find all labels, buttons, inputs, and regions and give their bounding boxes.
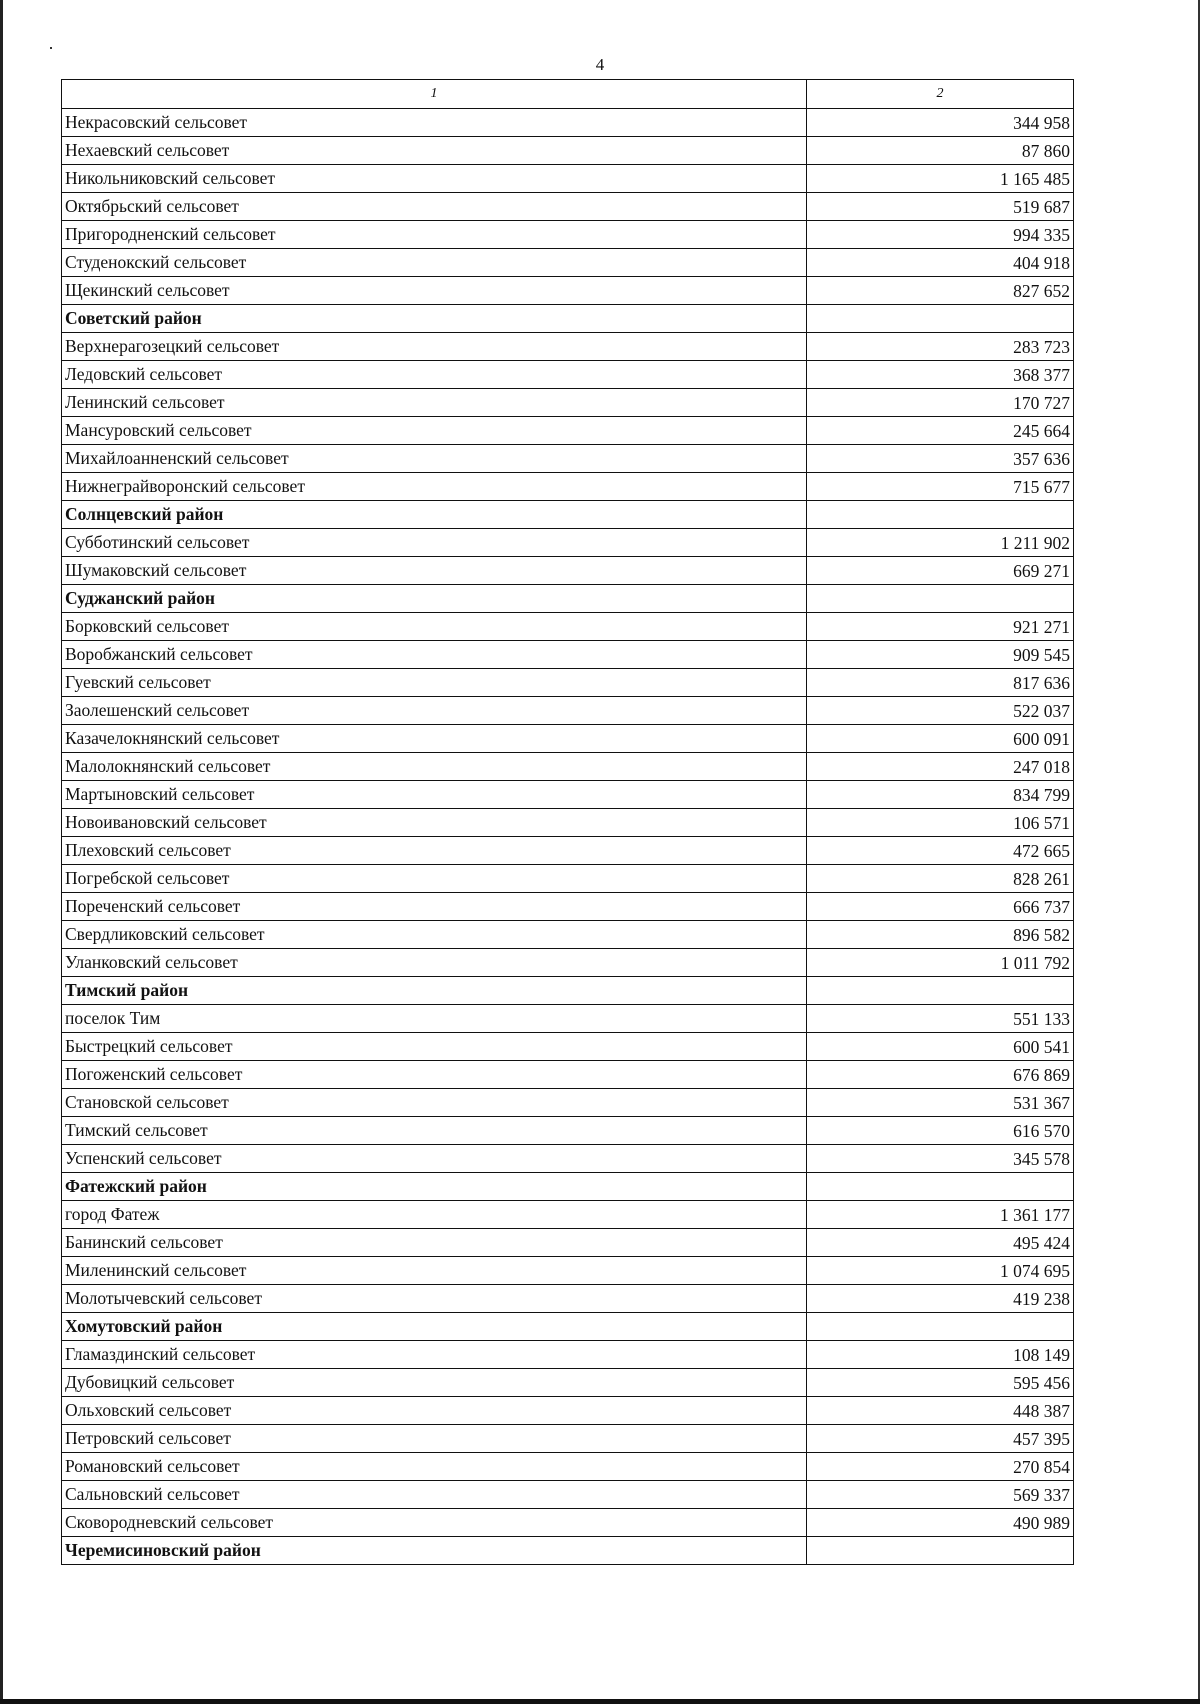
district-name: Советский район [62, 305, 807, 333]
table-row [62, 809, 1074, 837]
municipality-name: Молотычевский сельсовет [62, 1285, 807, 1313]
table-row [62, 669, 1074, 697]
municipality-name: Верхнерагозецкий сельсовет [62, 333, 807, 361]
municipality-name: Ольховский сельсовет [62, 1397, 807, 1425]
table-row [62, 781, 1074, 809]
municipality-name: Становской сельсовет [62, 1089, 807, 1117]
amount-value: 419 238 [807, 1285, 1074, 1313]
district-header-row [62, 501, 1074, 529]
amount-value: 827 652 [807, 277, 1074, 305]
municipality-name: Нижнеграйворонский сельсовет [62, 473, 807, 501]
table-row [62, 1117, 1074, 1145]
amount-value: 1 361 177 [807, 1201, 1074, 1229]
municipality-name: Субботинский сельсовет [62, 529, 807, 557]
empty-value-cell [807, 585, 1074, 613]
empty-value-cell [807, 977, 1074, 1005]
table-row [62, 1509, 1074, 1537]
table-row [62, 1257, 1074, 1285]
amount-value: 595 456 [807, 1369, 1074, 1397]
amount-value: 357 636 [807, 445, 1074, 473]
municipality-name: Пореченский сельсовет [62, 893, 807, 921]
municipality-name: Миленинский сельсовет [62, 1257, 807, 1285]
table-row [62, 1145, 1074, 1173]
table-row [62, 1033, 1074, 1061]
table-row [62, 193, 1074, 221]
district-header-row [62, 1537, 1074, 1565]
district-name: Фатежский район [62, 1173, 807, 1201]
table-row [62, 1481, 1074, 1509]
municipality-name: Казачелокнянский сельсовет [62, 725, 807, 753]
amount-value: 345 578 [807, 1145, 1074, 1173]
scan-bottom-edge [0, 1699, 1200, 1704]
table-row [62, 109, 1074, 137]
table-row [62, 837, 1074, 865]
amount-value: 448 387 [807, 1397, 1074, 1425]
amount-value: 669 271 [807, 557, 1074, 585]
district-header-row [62, 977, 1074, 1005]
amount-value: 666 737 [807, 893, 1074, 921]
municipality-name: Ленинский сельсовет [62, 389, 807, 417]
amount-value: 170 727 [807, 389, 1074, 417]
amount-value: 472 665 [807, 837, 1074, 865]
table-row [62, 1453, 1074, 1481]
amount-value: 1 011 792 [807, 949, 1074, 977]
scan-speck [50, 47, 52, 49]
municipality-name: Банинский сельсовет [62, 1229, 807, 1257]
amount-value: 1 165 485 [807, 165, 1074, 193]
municipality-name: Малолокнянский сельсовет [62, 753, 807, 781]
table-row [62, 221, 1074, 249]
amount-value: 490 989 [807, 1509, 1074, 1537]
amount-value: 896 582 [807, 921, 1074, 949]
amount-value: 994 335 [807, 221, 1074, 249]
municipality-name: Борковский сельсовет [62, 613, 807, 641]
amount-value: 828 261 [807, 865, 1074, 893]
amount-value: 368 377 [807, 361, 1074, 389]
table-row [62, 921, 1074, 949]
municipality-name: Погребской сельсовет [62, 865, 807, 893]
amount-value: 283 723 [807, 333, 1074, 361]
municipality-name: Пригородненский сельсовет [62, 221, 807, 249]
amount-value: 616 570 [807, 1117, 1074, 1145]
municipality-name: Гуевский сельсовет [62, 669, 807, 697]
table-row [62, 1061, 1074, 1089]
amount-value: 600 091 [807, 725, 1074, 753]
table-row [62, 417, 1074, 445]
table-row [62, 1397, 1074, 1425]
municipality-name: Мартыновский сельсовет [62, 781, 807, 809]
municipality-name: Быстрецкий сельсовет [62, 1033, 807, 1061]
municipality-name: Воробжанский сельсовет [62, 641, 807, 669]
amount-value: 519 687 [807, 193, 1074, 221]
table-row [62, 473, 1074, 501]
table-row [62, 529, 1074, 557]
amount-value: 270 854 [807, 1453, 1074, 1481]
municipality-name: город Фатеж [62, 1201, 807, 1229]
municipality-name: Щекинский сельсовет [62, 277, 807, 305]
municipality-name: Романовский сельсовет [62, 1453, 807, 1481]
district-name: Солнцевский район [62, 501, 807, 529]
empty-value-cell [807, 305, 1074, 333]
table-row [62, 1369, 1074, 1397]
table-row [62, 361, 1074, 389]
column-number-row [62, 80, 1074, 109]
amount-value: 457 395 [807, 1425, 1074, 1453]
municipality-name: Свердликовский сельсовет [62, 921, 807, 949]
scan-left-edge [0, 0, 3, 1704]
empty-value-cell [807, 1173, 1074, 1201]
table-row [62, 613, 1074, 641]
district-header-row [62, 585, 1074, 613]
table-row [62, 389, 1074, 417]
municipality-name: Никольниковский сельсовет [62, 165, 807, 193]
municipality-name: Заолешенский сельсовет [62, 697, 807, 725]
table-row [62, 893, 1074, 921]
amount-value: 1 211 902 [807, 529, 1074, 557]
column-header-2: 2 [807, 80, 1074, 109]
municipality-name: Нехаевский сельсовет [62, 137, 807, 165]
district-header-row [62, 1313, 1074, 1341]
table-row [62, 1201, 1074, 1229]
amount-value: 921 271 [807, 613, 1074, 641]
municipality-name: Погоженский сельсовет [62, 1061, 807, 1089]
amount-value: 676 869 [807, 1061, 1074, 1089]
amount-value: 87 860 [807, 137, 1074, 165]
empty-value-cell [807, 1313, 1074, 1341]
amount-value: 245 664 [807, 417, 1074, 445]
municipality-name: Сковородневский сельсовет [62, 1509, 807, 1537]
table-body [62, 109, 1074, 1565]
allocation-table [61, 79, 1074, 1565]
amount-value: 495 424 [807, 1229, 1074, 1257]
table-row [62, 1425, 1074, 1453]
table-row [62, 1285, 1074, 1313]
amount-value: 344 958 [807, 109, 1074, 137]
table-row [62, 165, 1074, 193]
municipality-name: Шумаковский сельсовет [62, 557, 807, 585]
page-number: 4 [595, 55, 605, 74]
municipality-name: Тимский сельсовет [62, 1117, 807, 1145]
amount-value: 1 074 695 [807, 1257, 1074, 1285]
amount-value: 522 037 [807, 697, 1074, 725]
district-name: Суджанский район [62, 585, 807, 613]
amount-value: 551 133 [807, 1005, 1074, 1033]
municipality-name: Студенокский сельсовет [62, 249, 807, 277]
amount-value: 531 367 [807, 1089, 1074, 1117]
table-row [62, 1229, 1074, 1257]
municipality-name: Петровский сельсовет [62, 1425, 807, 1453]
municipality-name: Мансуровский сельсовет [62, 417, 807, 445]
amount-value: 247 018 [807, 753, 1074, 781]
municipality-name: Гламаздинский сельсовет [62, 1341, 807, 1369]
table-row [62, 949, 1074, 977]
municipality-name: Плеховский сельсовет [62, 837, 807, 865]
municipality-name: Уланковский сельсовет [62, 949, 807, 977]
municipality-name: Новоивановский сельсовет [62, 809, 807, 837]
table-row [62, 137, 1074, 165]
table-row [62, 1089, 1074, 1117]
district-header-row [62, 305, 1074, 333]
empty-value-cell [807, 1537, 1074, 1565]
municipality-name: поселок Тим [62, 1005, 807, 1033]
district-name: Хомутовский район [62, 1313, 807, 1341]
empty-value-cell [807, 501, 1074, 529]
table-row [62, 277, 1074, 305]
table-row [62, 753, 1074, 781]
table-row [62, 1341, 1074, 1369]
municipality-name: Михайлоанненский сельсовет [62, 445, 807, 473]
amount-value: 108 149 [807, 1341, 1074, 1369]
amount-value: 715 677 [807, 473, 1074, 501]
amount-value: 404 918 [807, 249, 1074, 277]
amount-value: 834 799 [807, 781, 1074, 809]
table-row [62, 333, 1074, 361]
amount-value: 569 337 [807, 1481, 1074, 1509]
municipality-name: Сальновский сельсовет [62, 1481, 807, 1509]
amount-value: 106 571 [807, 809, 1074, 837]
table-row [62, 697, 1074, 725]
amount-value: 600 541 [807, 1033, 1074, 1061]
municipality-name: Успенский сельсовет [62, 1145, 807, 1173]
table-row [62, 445, 1074, 473]
table-row [62, 557, 1074, 585]
table-row [62, 725, 1074, 753]
amount-value: 817 636 [807, 669, 1074, 697]
table-row [62, 641, 1074, 669]
table-row [62, 249, 1074, 277]
municipality-name: Дубовицкий сельсовет [62, 1369, 807, 1397]
district-header-row [62, 1173, 1074, 1201]
column-header-1: 1 [62, 80, 807, 109]
district-name: Черемисиновский район [62, 1537, 807, 1565]
amount-value: 909 545 [807, 641, 1074, 669]
municipality-name: Октябрьский сельсовет [62, 193, 807, 221]
table-row [62, 865, 1074, 893]
table-row [62, 1005, 1074, 1033]
municipality-name: Некрасовский сельсовет [62, 109, 807, 137]
district-name: Тимский район [62, 977, 807, 1005]
municipality-name: Ледовский сельсовет [62, 361, 807, 389]
